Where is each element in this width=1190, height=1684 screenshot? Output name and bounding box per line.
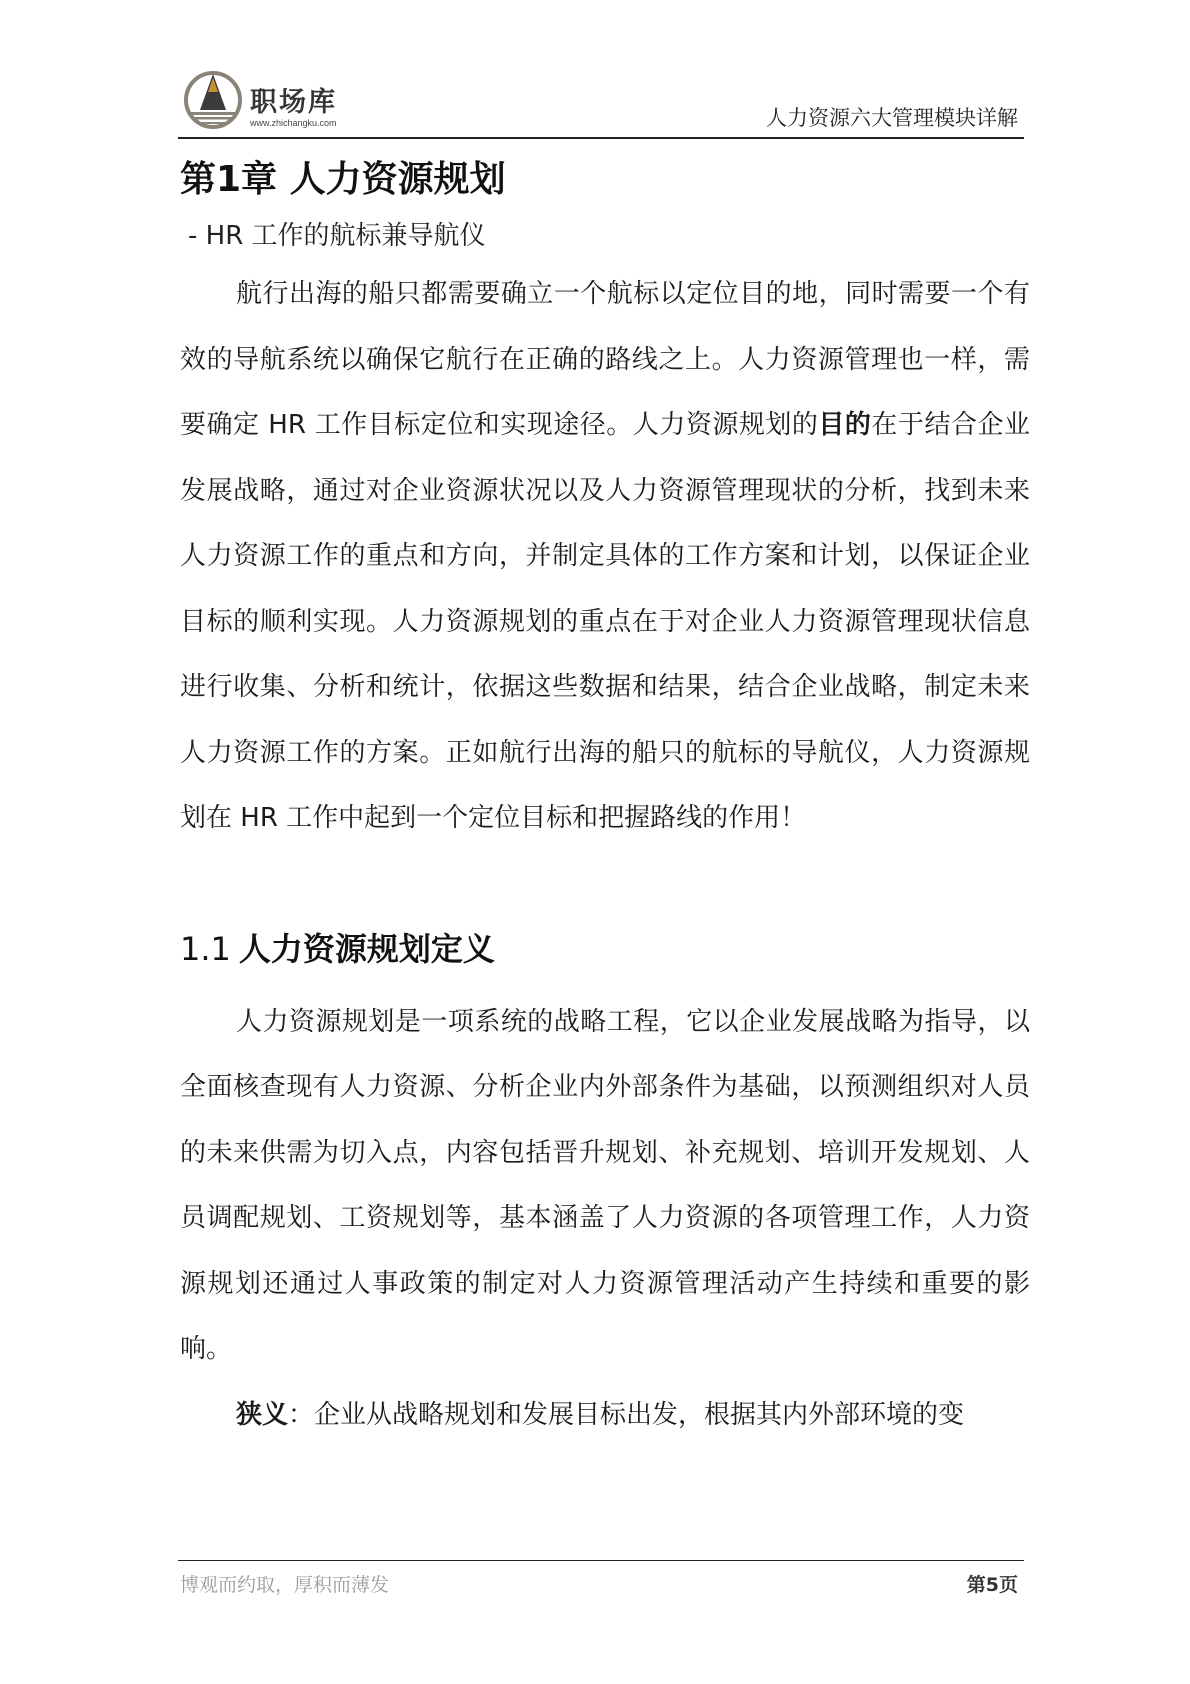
intro-paragraph xyxy=(180,262,1030,852)
footer-divider xyxy=(178,1560,1024,1561)
definition-paragraph: 人力资源规划是一项系统的战略工程，它以企业发展战略为指导，以全面核查现有人力资源、分析企业内外部条件为基础，以预测组织对人员的未来供需为切入点，内容包括晋升规划、补充规划、培训开发规划、人员调配规划、工资规划等，基本涵盖了人力资源的各项管理工作，人力资源规划还通过人事政策的制定对人力资源管理活动产生持续和重要的影响。 xyxy=(180,1006,1030,1364)
intro-text-part2: 在于结合企业发展战略，通过对企业资源状况以及人力资源管理现状的分析，找到未来人力资源工作的重点和方向，并制定具体的工作方案和计划，以保证企业目标的顺利实现。人力资源规划的重点在于对企业人力资源管理现状信息进行收集、分析和统计，依据这些数据和结果，结合企业战略，制定未来人力资源工作的方案。正如航行出海的船只的航标的导航仪，人力资源规划在 HR 工作中起到一个定位目标和把握路线的作用！ xyxy=(180,410,1030,833)
section-heading xyxy=(180,924,1030,974)
narrow-label: 狭义 xyxy=(236,1399,289,1430)
intro-text-part1: 航行出海的船只都需要确立一个航标以定位目的地，同时需要一个有效的导航系统以确保它航行在正确的路线之上。人力资源管理也一样，需要确定 HR 工作目标定位和实现途径。人力资源规划的 xyxy=(180,279,1030,440)
document-title: 人力资源六大管理模块详解 xyxy=(766,106,1018,130)
footer-motto: 博观而约取，厚积而薄发 xyxy=(180,1574,390,1596)
logo-emblem-icon xyxy=(182,66,244,132)
narrow-definition-paragraph xyxy=(180,1383,1030,1449)
logo-brand-name: 职场库 xyxy=(250,87,337,118)
chapter-title: 第1章 人力资源规划 xyxy=(180,159,506,200)
site-logo xyxy=(182,66,352,136)
header-divider xyxy=(178,137,1024,139)
narrow-text: ：企业从战略规划和发展目标出发，根据其内外部环境的变 xyxy=(288,1399,965,1430)
page-content xyxy=(180,150,1030,1448)
page-number: 第5页 xyxy=(966,1574,1018,1596)
intro-bold-term: 目的 xyxy=(818,410,872,440)
section-number: 1.1 xyxy=(180,929,231,968)
chapter-subtitle: - HR 工作的航标兼导航仪 xyxy=(188,221,486,251)
section-title: 人力资源规划定义 xyxy=(238,929,495,968)
logo-url: www.zhichangku.com xyxy=(250,118,337,128)
